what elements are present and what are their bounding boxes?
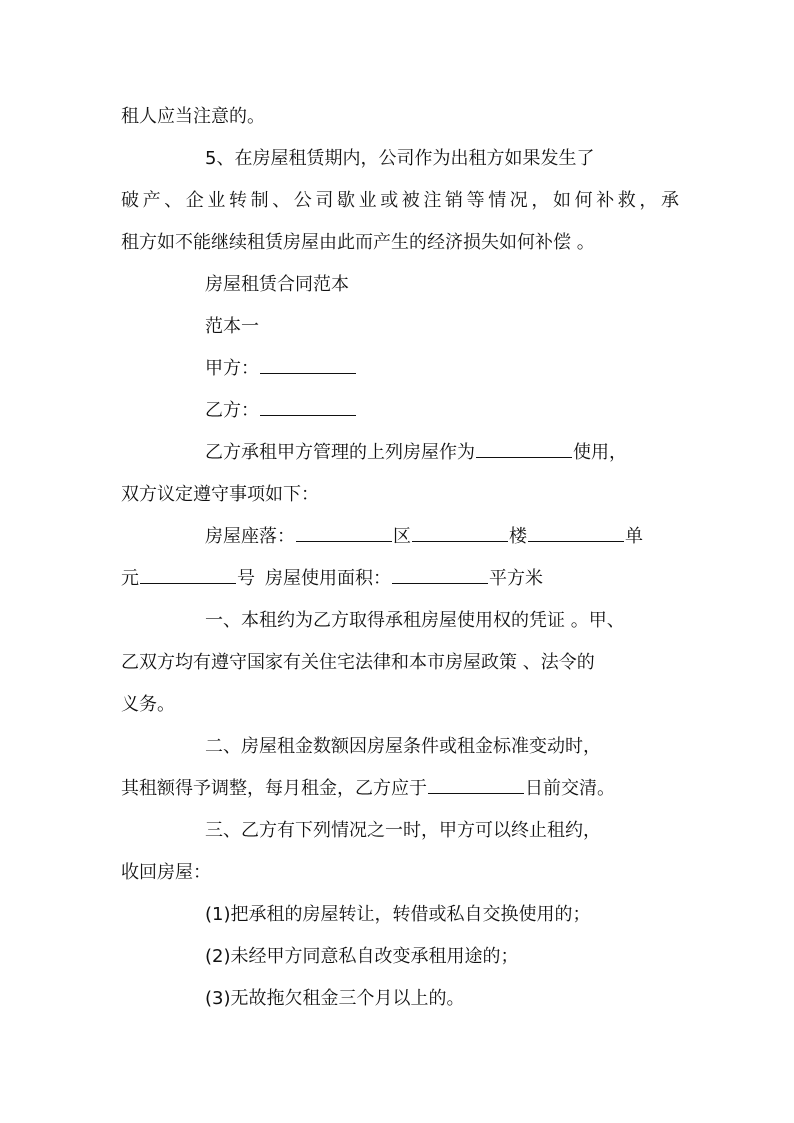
unit-label-part1: 单 bbox=[625, 526, 643, 547]
area-label: 房屋使用面积： bbox=[265, 568, 391, 589]
line-text: 二、房屋租金数额因房屋条件或租金标准变动时， bbox=[205, 736, 601, 757]
text-line bbox=[205, 436, 680, 470]
usage-blank bbox=[476, 440, 572, 458]
area-unit: 平方米 bbox=[489, 568, 543, 589]
line-text: 一、本租约为乙方取得承租房屋使用权的凭证 。甲、 bbox=[205, 610, 625, 631]
line-text: 三、乙方有下列情况之一时，甲方可以终止租约， bbox=[205, 820, 601, 841]
line-text: 日前交清。 bbox=[525, 778, 615, 799]
line-text: 破产、企业转制、公司歇业或被注销等情况，如何补救，承 bbox=[121, 190, 679, 211]
text-line bbox=[121, 100, 681, 134]
unit-label-part2: 元 bbox=[121, 568, 139, 589]
list-item bbox=[205, 940, 680, 974]
line-text: 租方如不能继续租赁房屋由此而产生的经济损失如何补偿 。 bbox=[121, 232, 595, 253]
address-line bbox=[205, 520, 680, 554]
list-item-text: (2)未经甲方同意私自改变承租用途的； bbox=[205, 946, 519, 967]
unit-blank bbox=[528, 524, 624, 542]
heading-text: 房屋租赁合同范本 bbox=[205, 274, 349, 295]
party-b-line bbox=[205, 394, 680, 428]
party-b-label: 乙方： bbox=[205, 400, 259, 421]
party-a-line bbox=[205, 352, 680, 386]
text-line bbox=[205, 142, 680, 176]
party-a-blank bbox=[260, 356, 356, 374]
text-line bbox=[121, 688, 681, 722]
address-label: 房屋座落： bbox=[205, 526, 295, 547]
line-text: 收回房屋： bbox=[121, 862, 211, 883]
building-label: 楼 bbox=[509, 526, 527, 547]
list-item bbox=[205, 982, 680, 1016]
line-text: 租人应当注意的。 bbox=[121, 106, 265, 127]
building-blank bbox=[412, 524, 508, 542]
party-a-label: 甲方： bbox=[205, 358, 259, 379]
text-line bbox=[205, 604, 680, 638]
address-line bbox=[121, 562, 681, 596]
text-line bbox=[121, 226, 681, 260]
text-line bbox=[121, 646, 681, 680]
text-line bbox=[205, 730, 680, 764]
list-item bbox=[205, 898, 680, 932]
list-item-text: (1)把承租的房屋转让，转借或私自交换使用的； bbox=[205, 904, 591, 925]
text-line bbox=[121, 478, 681, 512]
text-line bbox=[121, 184, 679, 218]
area-blank bbox=[392, 566, 488, 584]
party-b-blank bbox=[260, 398, 356, 416]
line-text: 双方议定遵守事项如下： bbox=[121, 484, 319, 505]
line-text: 使用， bbox=[573, 442, 627, 463]
heading-text: 范本一 bbox=[205, 316, 259, 337]
text-line bbox=[121, 856, 681, 890]
text-line bbox=[121, 772, 681, 806]
line-text: 乙双方均有遵守国家有关住宅法律和本市房屋政策 、法令的 bbox=[121, 652, 595, 673]
list-item-text: (3)无故拖欠租金三个月以上的。 bbox=[205, 988, 465, 1009]
number-label: 号 bbox=[237, 568, 255, 589]
line-text: 其租额得予调整，每月租金，乙方应于 bbox=[121, 778, 427, 799]
rent-date-blank bbox=[428, 776, 524, 794]
district-label: 区 bbox=[393, 526, 411, 547]
district-blank bbox=[296, 524, 392, 542]
line-text: 义务。 bbox=[121, 694, 175, 715]
section-heading bbox=[205, 268, 680, 302]
line-text: 乙方承租甲方管理的上列房屋作为 bbox=[205, 442, 475, 463]
number-blank bbox=[140, 566, 236, 584]
line-text: 5、在房屋租赁期内，公司作为出租方如果发生了 bbox=[205, 148, 595, 169]
subsection-heading bbox=[205, 310, 680, 344]
text-line bbox=[205, 814, 680, 848]
